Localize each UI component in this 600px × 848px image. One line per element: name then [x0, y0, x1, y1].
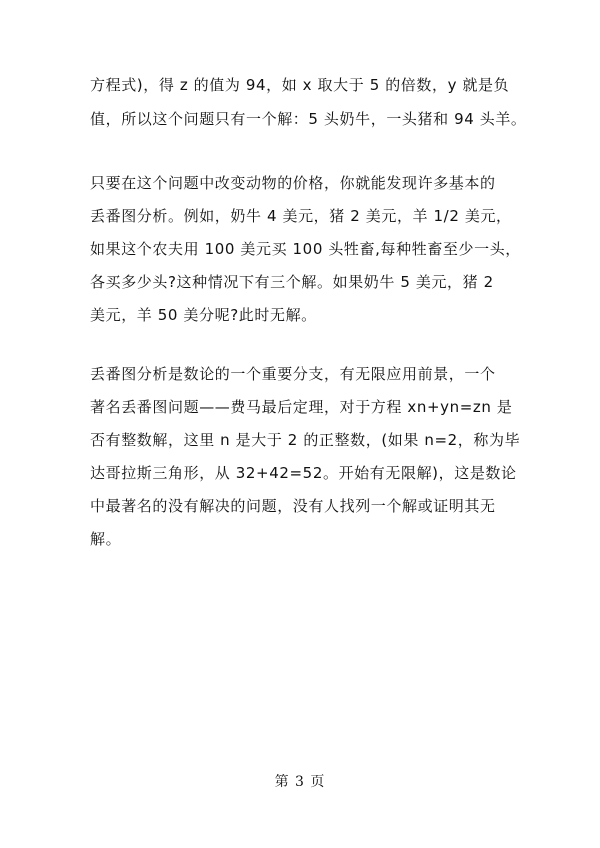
text-line: 著名丢番图问题——费马最后定理，对于方程 xn+yn=zn 是 [90, 398, 513, 416]
text-line: 只要在这个问题中改变动物的价格，你就能发现许多基本的 [90, 174, 496, 192]
text-line: 各买多少头?这种情况下有三个解。如果奶牛 5 美元，猪 2 [90, 273, 494, 291]
text-line: 丢番图分析。例如，奶牛 4 美元，猪 2 美元，羊 1/2 美元， [90, 207, 512, 225]
text-line: 方程式)，得 z 的值为 94，如 x 取大于 5 的倍数，y 就是负 [90, 76, 510, 94]
text-line: 值，所以这个问题只有一个解：5 头奶牛，一头猪和 94 头羊。 [90, 110, 527, 128]
text-line: 丢番图分析是数论的一个重要分支，有无限应用前景，一个 [90, 365, 496, 383]
text-line: 美元，羊 50 美分呢?此时无解。 [90, 306, 317, 324]
text-line: 如果这个农夫用 100 美元买 100 头牲畜,每种牲畜至少一头， [90, 240, 521, 258]
page-number: 第 3 页 [274, 774, 326, 790]
text-line: 否有整数解，这里 n 是大于 2 的正整数，(如果 n=2，称为毕 [90, 431, 521, 449]
text-line: 中最著名的没有解决的问题，没有人找列一个解或证明其无 [90, 497, 496, 515]
text-line: 达哥拉斯三角形，从 32+42=52。开始有无限解)，这是数论 [90, 464, 517, 482]
text-line: 解。 [90, 530, 122, 548]
